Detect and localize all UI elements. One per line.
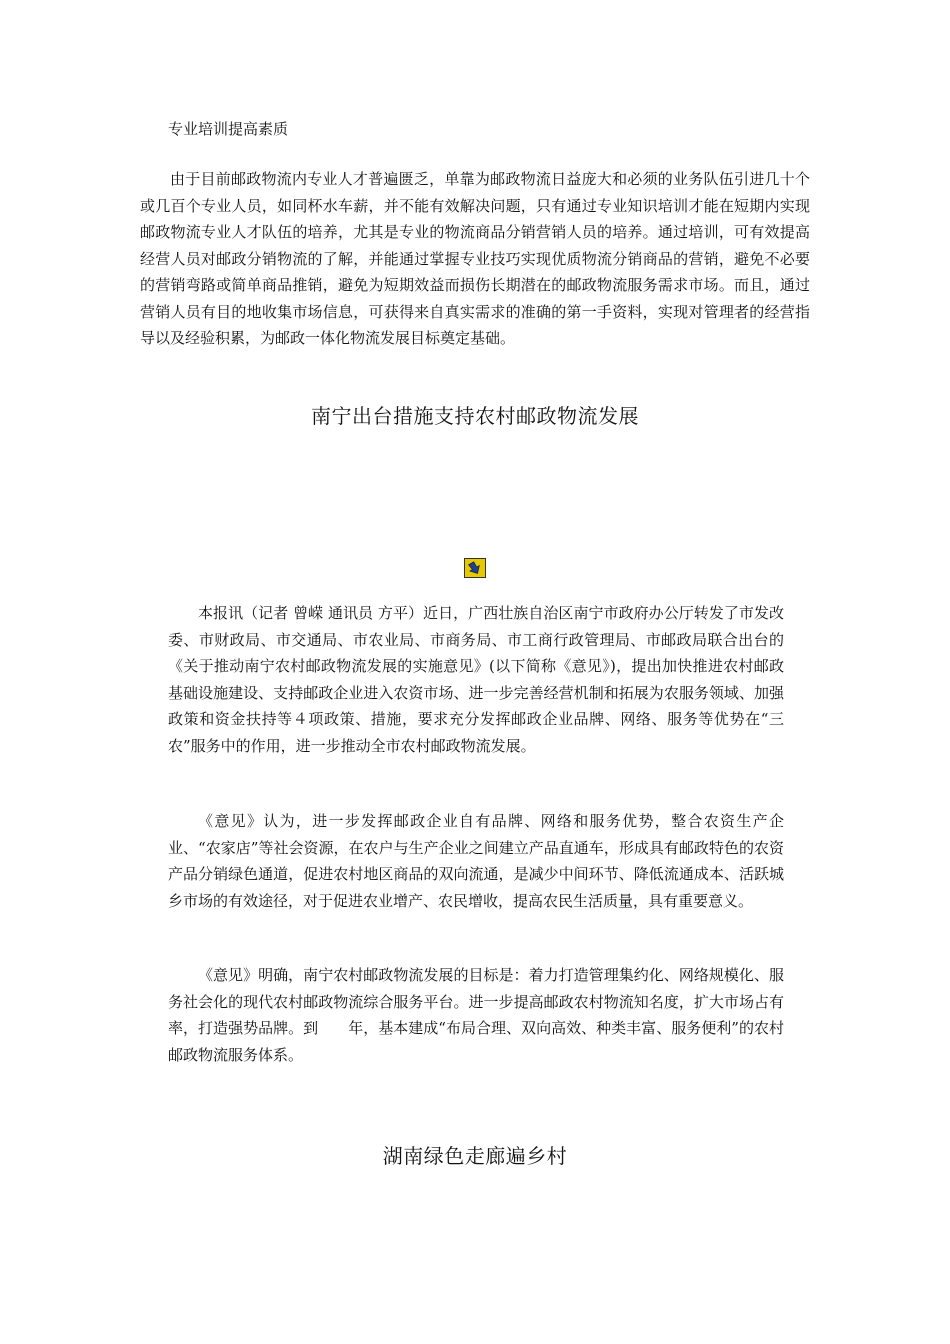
section-subtitle: 专业培训提高素质 [168,120,289,138]
article-paragraph-1: 本报讯（记者 曾嵘 通讯员 方平）近日，广西壮族自治区南宁市政府办公厅转发了市发改委、市财政局、市交通局、市农业局、市商务局、市工商行政管理局、市邮政局联合出台的《关于推动南宁农村邮政物流发展的实施意见》(以下简称《意见》)，提出加快推进农村邮政基础设施建设、支持邮政企业进入农资市场、进一步完善经营机制和拓展为农服务领域、加强政策和资金扶持等４项政策、措施，要求充分发挥邮政企业品牌、网络、服务等优势在“三农”服务中的作用，进一步推动全市农村邮政物流发展。 [168,604,784,755]
article-title-hunan: 湖南绿色走廊遍乡村 [382,1144,568,1168]
document-link-icon[interactable] [464,558,486,578]
article-paragraph-2: 《意见》认为，进一步发挥邮政企业自有品牌、网络和服务优势，整合农资生产企业、“农家店”等社会资源，在农户与生产企业之间建立产品直通车，形成具有邮政特色的农资产品分销绿色通道，促进农村地区商品的双向流通，是减少中间环节、降低流通成本、活跃城乡市场的有效途径，对于促进农业增产、农民增收，提高农民生活质量，具有重要意义。 [168,812,784,910]
paragraph-training: 由于目前邮政物流内专业人才普遍匮乏，单靠为邮政物流日益庞大和必须的业务队伍引进几十个或几百个专业人员，如同杯水车薪，并不能有效解决问题，只有通过专业知识培训才能在短期内实现邮政物流专业人才队伍的培养，尤其是专业的物流商品分销营销人员的培养。通过培训，可有效提高经营人员对邮政分销物流的了解，并能通过掌握专业技巧实现优质物流分销商品的营销，避免不必要的营销弯路或简单商品推销，避免为短期效益而损伤长期潜在的邮政物流服务需求市场。而且，通过营销人员有目的地收集市场信息，可获得来自真实需求的准确的第一手资料，实现对管理者的经营指导以及经验积累，为邮政一体化物流发展目标奠定基础。 [140,170,810,347]
article-paragraph-3: 《意见》明确，南宁农村邮政物流发展的目标是：着力打造管理集约化、网络规模化、服务社会化的现代农村邮政物流综合服务平台。进一步提高邮政农村物流知名度，扩大市场占有率，打造强势品牌。到 年，基本建成“布局合理、双向高效、种类丰富、服务便利”的农村邮政物流服务体系。 [168,966,784,1064]
article-title-nanning: 南宁出台措施支持农村邮政物流发展 [311,404,639,428]
